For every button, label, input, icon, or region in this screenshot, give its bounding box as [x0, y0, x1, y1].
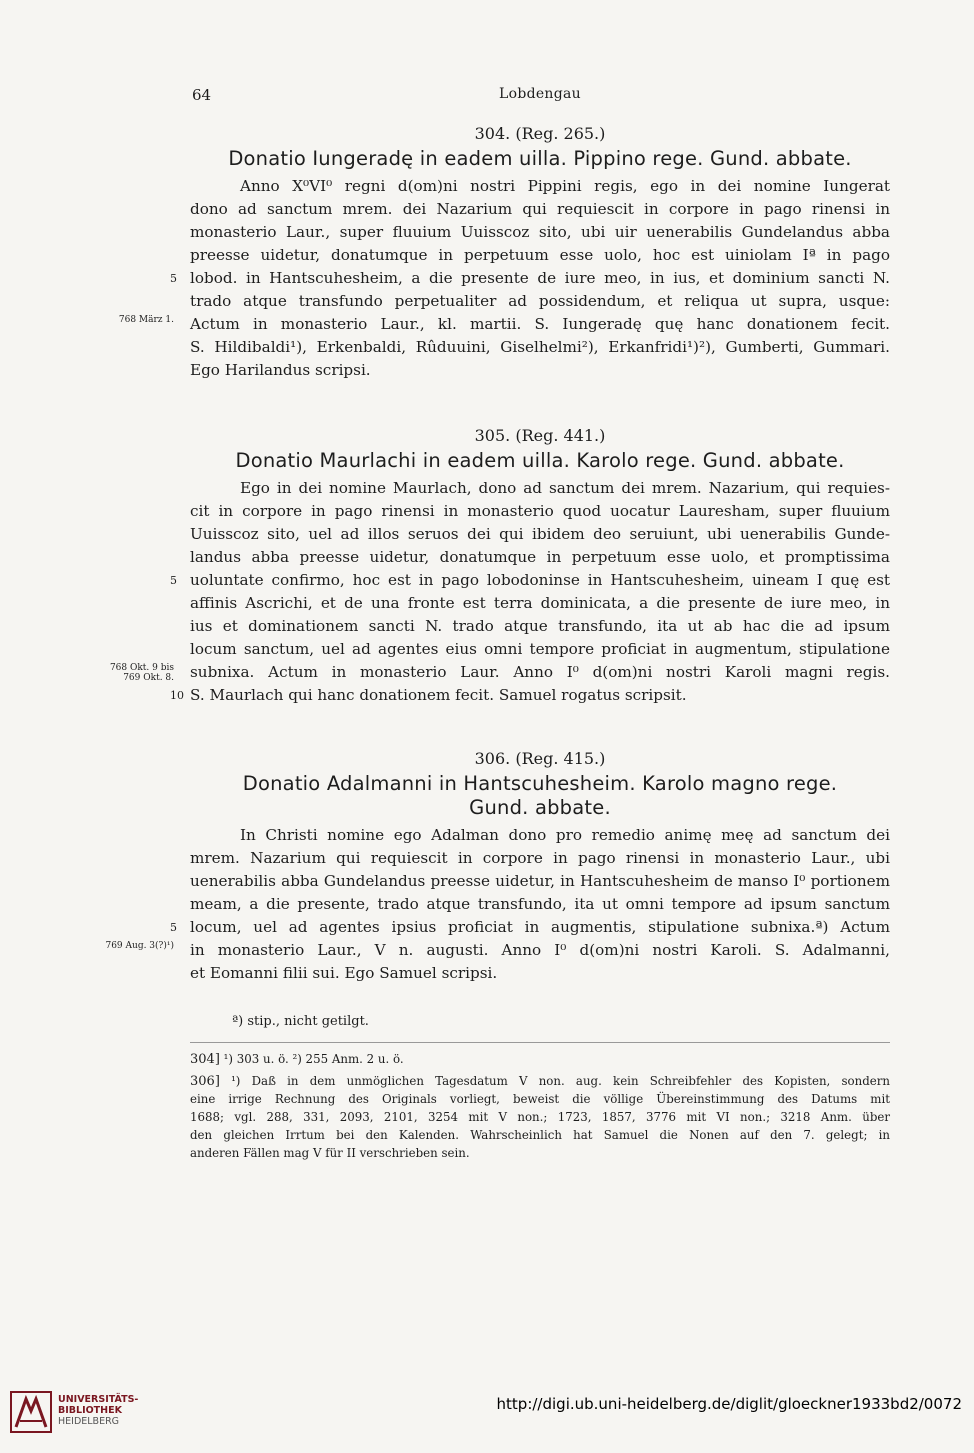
charter-text	[118, 175, 890, 382]
note-text: ¹) Daß in dem unmöglichen Tagesdatum V non. aug. kein Schreibfehler des Kopisten, sondern	[231, 1074, 890, 1088]
footnote-a: ª) stip., nicht getilgt.	[232, 1014, 369, 1029]
line-text: affinis Ascrichi, et de una fronte est terra dominicata, a die presente de iure meo, in	[190, 594, 890, 612]
library-name	[58, 1394, 138, 1427]
note-line	[190, 1072, 890, 1090]
line-number: 5	[170, 921, 177, 934]
library-name-line: BIBLIOTHEK	[58, 1405, 122, 1416]
line-text: preesse uidetur, donatumque in perpetuum esse uolo, hoc est uiniolam Iª in pago	[190, 246, 890, 264]
charter-title: Gund. abbate.	[469, 796, 611, 819]
line-text: mrem. Nazarium qui requiescit in corpore in pago rinensi in monasterio Laur., ubi	[190, 849, 890, 867]
text-line	[190, 847, 890, 870]
note-tag: 306]	[190, 1074, 220, 1089]
text-line	[190, 359, 890, 382]
margin-date: 769 Aug. 3(?)¹)	[105, 941, 174, 951]
line-text: Uuisscoz sito, uel ad illos seruos dei qui ibidem deo seruiunt, ubi uenerabilis Gunde-	[190, 525, 890, 543]
line-text: subnixa. Actum in monasterio Laur. Anno I⁰ d(om)ni nostri Karoli magni regis.	[190, 663, 890, 681]
page-number: 64	[192, 86, 212, 104]
note-text: 1688; vgl. 288, 331, 2093, 2101, 3254 mit V non.; 1723, 1857, 3776 mit VI non.; 3218 Anm. über	[190, 1110, 890, 1124]
note-text: ¹) 303 u. ö. ²) 255 Anm. 2 u. ö.	[223, 1052, 404, 1066]
line-text: Ego in dei nomine Maurlach, dono ad sanctum dei mrem. Nazarium, qui requies-	[240, 479, 890, 497]
text-line	[190, 290, 890, 313]
charter-entry-305	[109, 423, 890, 707]
line-text: in monasterio Laur., V n. augusti. Anno I⁰ d(om)ni nostri Karoli. S. Adalmanni,	[190, 941, 890, 959]
text-line	[190, 244, 890, 267]
line-text: S. Hildibaldi¹), Erkenbaldi, Rûduuini, Giselhelmi²), Erkanfridi¹)²), Gumberti, Gummari.	[190, 338, 890, 356]
charter-entry-306	[105, 746, 890, 985]
line-number: 5	[170, 272, 177, 285]
charter-entry-304	[118, 121, 890, 382]
line-text: monasterio Laur., super fluuium Uuisscoz sito, ubi uir uenerabilis Gundelandus abba	[190, 223, 890, 241]
line-text: S. Maurlach qui hanc donationem fecit. Samuel rogatus scripsit.	[190, 686, 687, 704]
text-line	[190, 198, 890, 221]
line-text: Actum in monasterio Laur., kl. martii. S. Iungeradę quę hanc donationem fecit.	[190, 315, 890, 333]
charter-title: Donatio Maurlachi in eadem uilla. Karolo rege. Gund. abbate.	[235, 449, 845, 472]
charter-text	[109, 477, 890, 707]
line-text: uenerabilis abba Gundelandus preesse uidetur, in Hantscuhesheim de manso I⁰ portionem	[190, 872, 890, 890]
text-line	[190, 175, 890, 198]
text-line	[190, 221, 890, 244]
note-line	[190, 1050, 890, 1068]
note-line	[190, 1126, 890, 1144]
text-line	[190, 615, 890, 638]
text-line	[170, 267, 890, 290]
line-text: In Christi nomine ego Adalman dono pro remedio animę meę ad sanctum dei	[240, 826, 890, 844]
note-block	[190, 1050, 890, 1068]
line-text: meam, a die presente, trado atque transfundo, ita ut omni tempore ad ipsum sanctum	[190, 895, 890, 913]
line-text: Anno X⁰VI⁰ regni d(om)ni nostri Pippini regis, ego in dei nomine Iungerat	[240, 177, 890, 195]
note-line	[190, 1108, 890, 1126]
charter-title: Donatio Adalmanni in Hantscuhesheim. Karolo magno rege.	[242, 772, 838, 795]
line-text: Ego Harilandus scripsi.	[190, 361, 371, 379]
charter-text	[105, 824, 890, 985]
text-line	[170, 684, 890, 707]
line-text: et Eomanni filii sui. Ego Samuel scripsi.	[190, 964, 498, 982]
library-name-line: HEIDELBERG	[58, 1416, 120, 1427]
text-line	[190, 824, 890, 847]
line-text: locum sanctum, uel ad agentes eius omni tempore proficiat in augmentum, stipulatione	[190, 640, 890, 658]
note-line	[190, 1090, 890, 1108]
note-text: eine irrige Rechnung des Originals vorliegt, beweist die völlige Übereinstimmung des Datums mit	[190, 1092, 890, 1106]
text-line	[190, 638, 890, 661]
note-line	[190, 1144, 890, 1162]
line-text: dono ad sanctum mrem. dei Nazarium qui requiescit in corpore in pago rinensi in	[190, 200, 890, 218]
library-name-line: UNIVERSITÄTS-	[58, 1394, 139, 1405]
permalink-url[interactable]: http://digi.ub.uni-heidelberg.de/diglit/gloeckner1933bd2/0072	[496, 1395, 962, 1413]
text-line	[109, 661, 890, 684]
line-number: 10	[170, 689, 184, 702]
line-number: 5	[170, 574, 177, 587]
line-text: locum, uel ad agentes ipsius proficiat in augmentis, stipulatione subnixa.ª) Actum	[190, 918, 890, 936]
margin-date: 768 Okt. 9 bis 769 Okt. 8.	[109, 663, 174, 683]
text-line	[190, 870, 890, 893]
text-line	[190, 523, 890, 546]
text-line	[190, 477, 890, 500]
text-line	[170, 916, 890, 939]
charter-title: Donatio Iungeradę in eadem uilla. Pippino rege. Gund. abbate.	[228, 147, 852, 170]
text-line	[190, 893, 890, 916]
page-footer	[0, 1383, 974, 1453]
register-number: 305. (Reg. 441.)	[474, 426, 606, 445]
footnote-rule	[190, 1042, 890, 1043]
note-text: anderen Fällen mag V für II verschrieben sein.	[190, 1146, 470, 1160]
register-number: 306. (Reg. 415.)	[474, 749, 606, 768]
line-text: lobod. in Hantscuhesheim, a die presente de iure meo, in ius, et dominium sancti N.	[190, 269, 890, 287]
text-line	[170, 569, 890, 592]
page-header	[190, 86, 890, 108]
line-text: landus abba preesse uidetur, donatumque in perpetuum esse uolo, et promptissima	[190, 548, 890, 566]
text-line	[190, 500, 890, 523]
editorial-notes	[190, 1050, 890, 1162]
line-text: cit in corpore in pago rinensi in monasterio quod uocatur Lauresham, super fluuium	[190, 502, 890, 520]
library-logo-icon	[10, 1391, 52, 1433]
line-text: uoluntate confirmo, hoc est in pago lobodoninse in Hantscuhesheim, uineam I quę est	[190, 571, 890, 589]
text-line	[190, 336, 890, 359]
line-text: ius et dominationem sancti N. trado atque transfundo, ita ut ab hac die ad ipsum	[190, 617, 890, 635]
text-line	[190, 592, 890, 615]
note-block	[190, 1072, 890, 1162]
text-line	[105, 939, 890, 962]
running-head: Lobdengau	[499, 86, 581, 102]
text-line	[190, 546, 890, 569]
margin-date: 768 März 1.	[118, 315, 174, 325]
note-text: den gleichen Irrtum bei den Kalenden. Wahrscheinlich hat Samuel die Nonen auf den 7. gelegt; in	[190, 1128, 890, 1142]
register-number: 304. (Reg. 265.)	[474, 124, 606, 143]
text-line	[118, 313, 890, 336]
line-text: trado atque transfundo perpetualiter ad possidendum, et reliqua ut supra, usque:	[190, 292, 890, 310]
text-line	[190, 962, 890, 985]
note-tag: 304]	[190, 1052, 220, 1067]
